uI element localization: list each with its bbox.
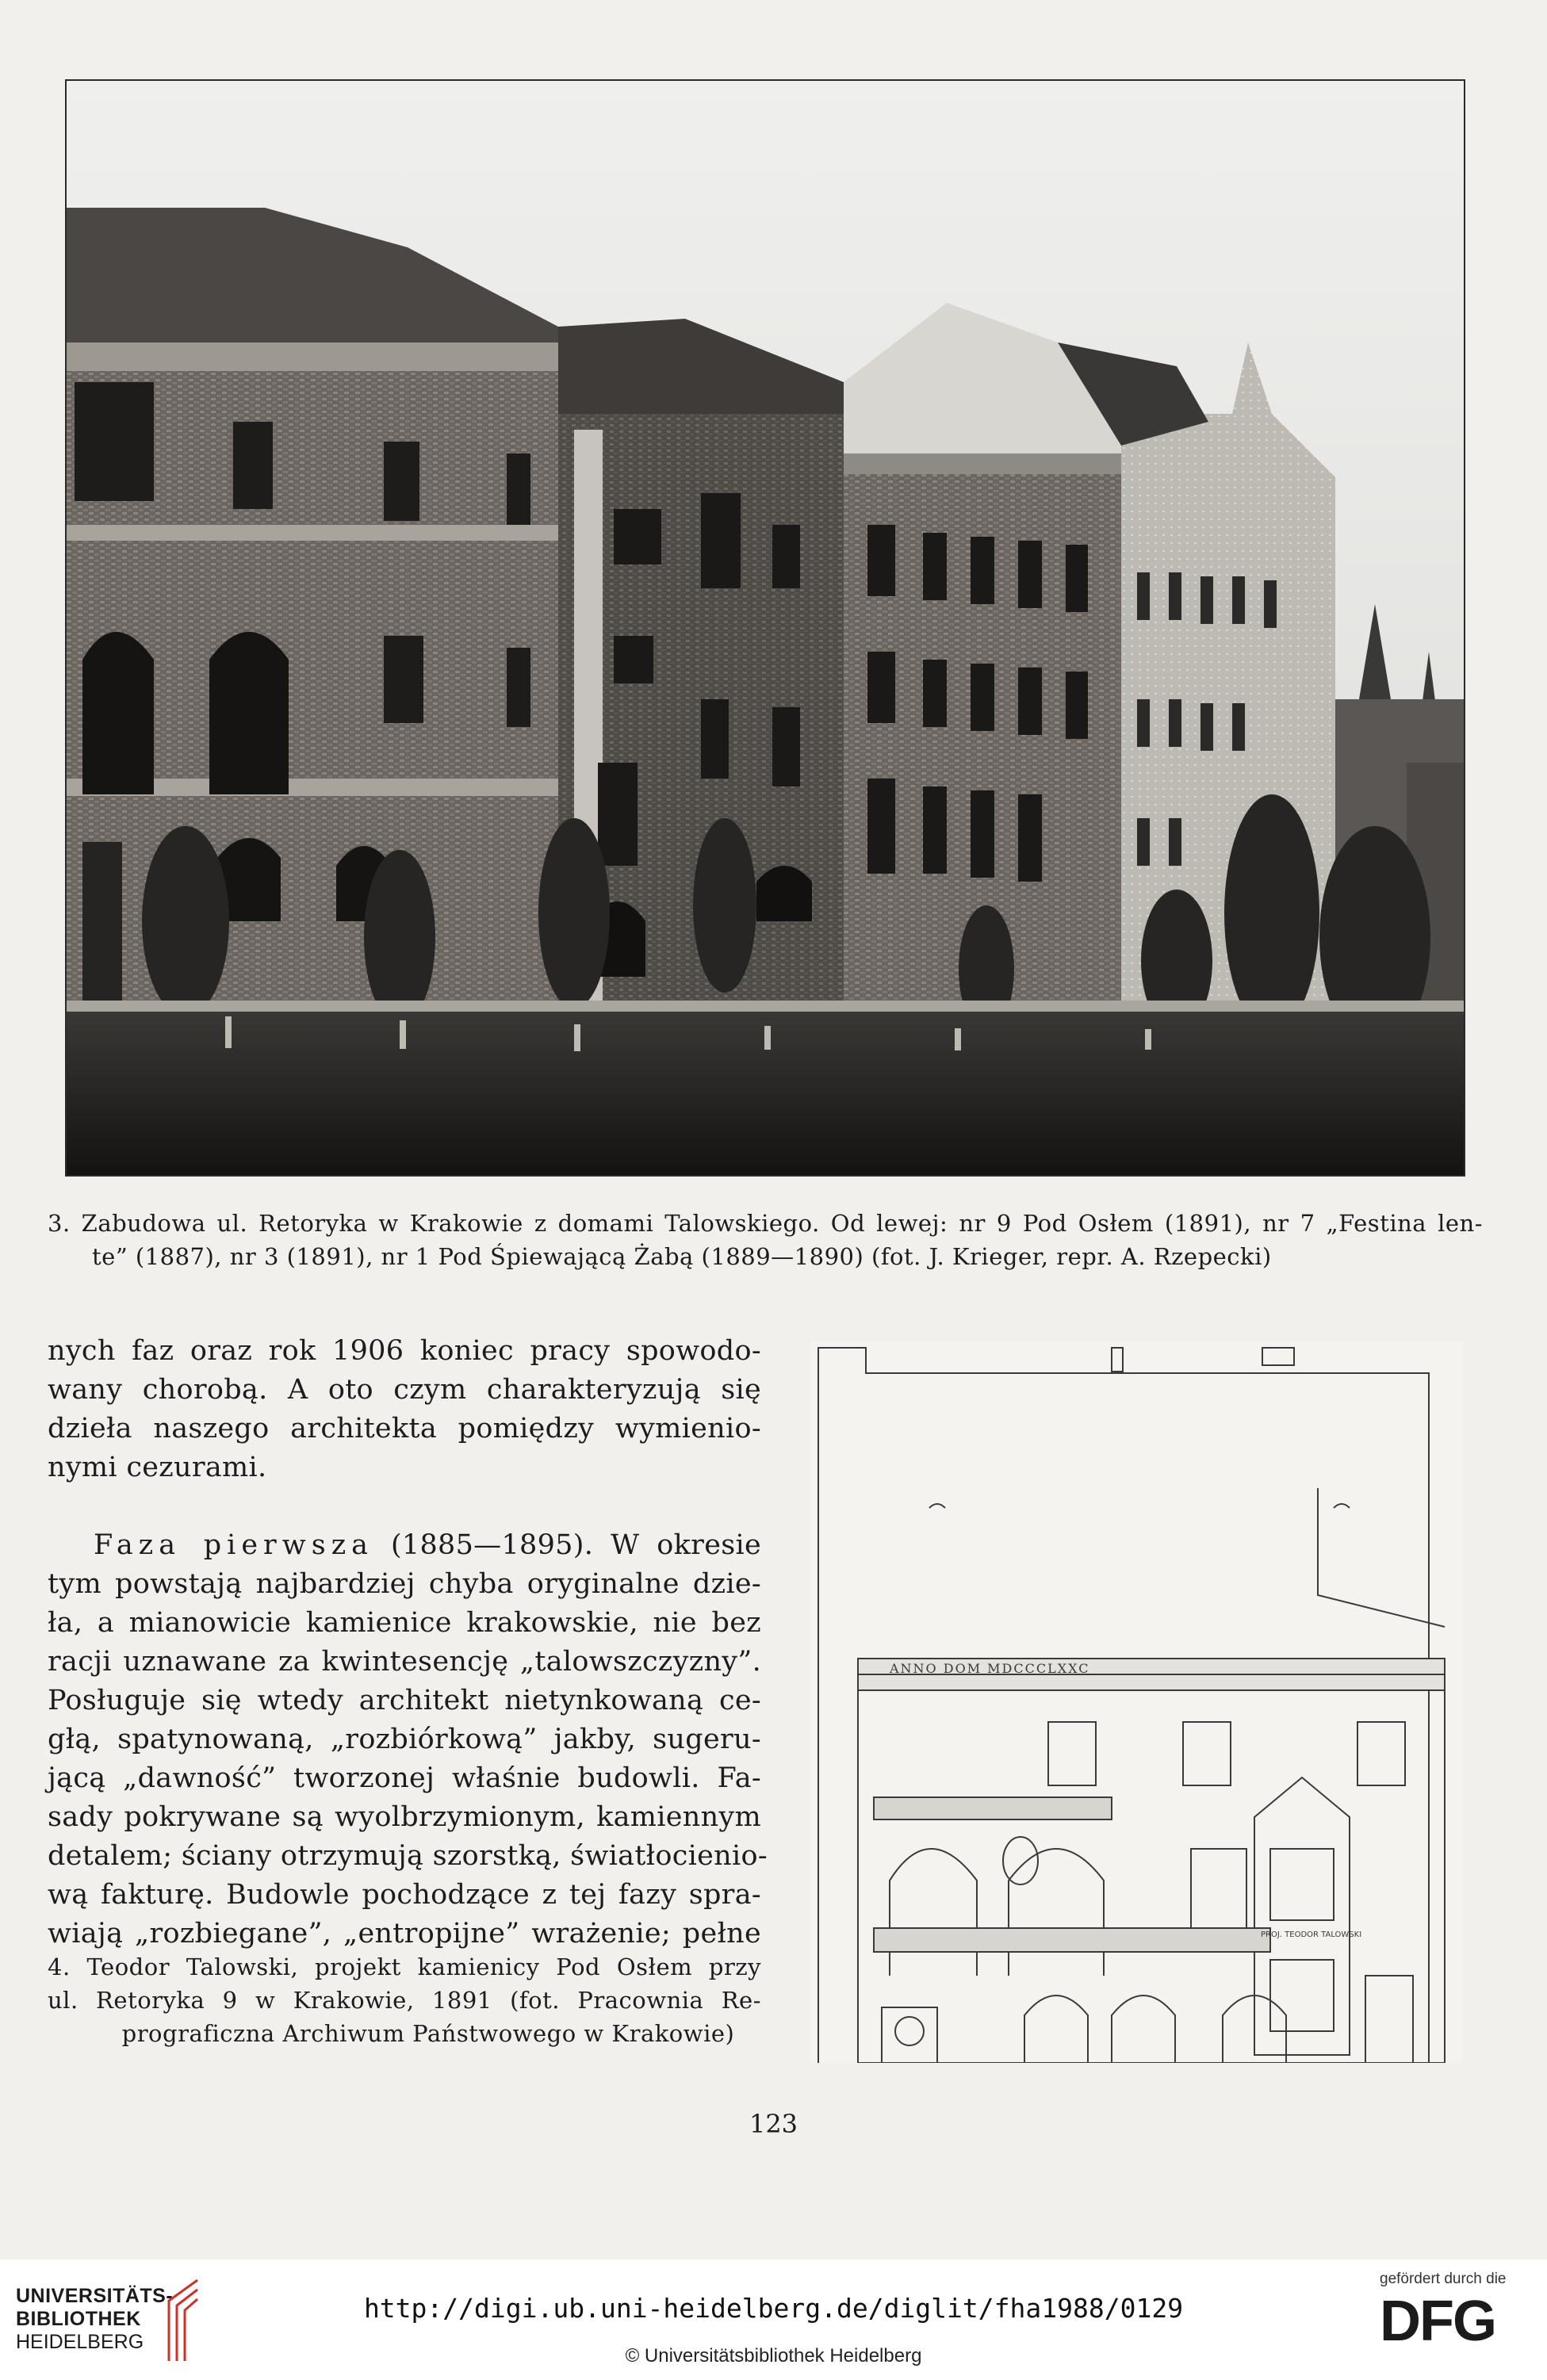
copyright-notice: © Universitätsbibliothek Heidelberg (625, 2345, 922, 2367)
body-line: nymi cezurami. (48, 1452, 267, 1483)
body-line: wą fakturę. Budowle pochodzące z tej fazy spra- (48, 1879, 761, 1911)
facade-drawing-svg (810, 1341, 1462, 2063)
page-number: 123 (749, 2109, 798, 2139)
body-line: ła, a mianowicie kamienice krakowskie, nie bez (48, 1607, 761, 1639)
figure-4-caption-line: 4. Teodor Talowski, projekt kamienicy Pod Osłem przy (48, 1953, 761, 1980)
figure-3-caption-line-2: te” (1887), nr 3 (1891), nr 1 Pod Śpiewającą Żabą (1889—1890) (fot. J. Krieger, repr. A. Rzepecki) (92, 1243, 1272, 1270)
library-name-line-1: UNIVERSITÄTS- (16, 2285, 174, 2307)
library-name-line-3: HEIDELBERG (16, 2331, 144, 2353)
figure-3-caption-line-1: 3. Zabudowa ul. Retoryka w Krakowie z domami Talowskiego. Od lewej: nr 9 Pod Osłem (1891), nr 7 „Festina len- (48, 1210, 1483, 1237)
drawing-plaque-text: PROJ. TEODOR TALOWSKI (1261, 1930, 1362, 1939)
sponsor-label: gefördert durch die (1380, 2271, 1507, 2287)
phase-heading-line (48, 1526, 761, 1565)
body-line: sady pokrywane są wyolbrzymionym, kamiennym (48, 1801, 761, 1833)
figure-4-caption-line: prograficzna Archiwum Państwowego w Krakowie) (121, 2020, 735, 2047)
body-line: wany chorobą. A oto czym charakteryzują się (48, 1374, 761, 1406)
digitization-footer (0, 2259, 1547, 2380)
dfg-logo (1380, 2294, 1538, 2350)
source-url-link[interactable]: http://digi.ub.uni-heidelberg.de/diglit/fha1988/0129 (363, 2293, 1184, 2324)
body-line: tym powstają najbardziej chyba oryginalne dzie- (48, 1568, 761, 1600)
street-photograph-drawing (67, 81, 1464, 1175)
body-text (48, 1332, 768, 1953)
body-line: dzieła naszego architekta pomiędzy wymienio- (48, 1413, 761, 1444)
phase-years: (1885—1895). W okresie (373, 1529, 761, 1561)
library-name-line-2: BIBLIOTHEK (16, 2308, 141, 2330)
body-line: głą, spatynowaną, „rozbiórkową” jakby, sugeru- (48, 1724, 761, 1755)
figure-4-caption-line: ul. Retoryka 9 w Krakowie, 1891 (fot. Pracownia Re- (48, 1987, 761, 2014)
body-line: jącą „dawność” tworzonej właśnie budowli. Fa- (48, 1762, 761, 1794)
phase-heading: Faza pierwsza (94, 1529, 373, 1561)
body-line: wiają „rozbiegane”, „entropijne” wrażenie; pełne (48, 1918, 761, 1950)
street-photograph (65, 79, 1465, 1177)
body-line: nych faz oraz rok 1906 koniec pracy spowodo- (48, 1335, 761, 1367)
figure-4-caption (48, 1950, 761, 2050)
figure-3-caption (48, 1207, 1483, 1273)
body-line: detalem; ściany otrzymują szorstką, światłocienio- (48, 1840, 768, 1872)
facade-drawing (810, 1341, 1462, 2063)
drawing-inscription: ANNO DOM MDCCCLXXC (890, 1661, 1090, 1676)
body-line: Posługuje się wtedy architekt nietynkowaną ce- (48, 1685, 761, 1716)
body-line: racji uznawane za kwintesencję „talowszczyzny”. (48, 1646, 761, 1678)
dfg-logo-text: DFG (1380, 2294, 1495, 2350)
